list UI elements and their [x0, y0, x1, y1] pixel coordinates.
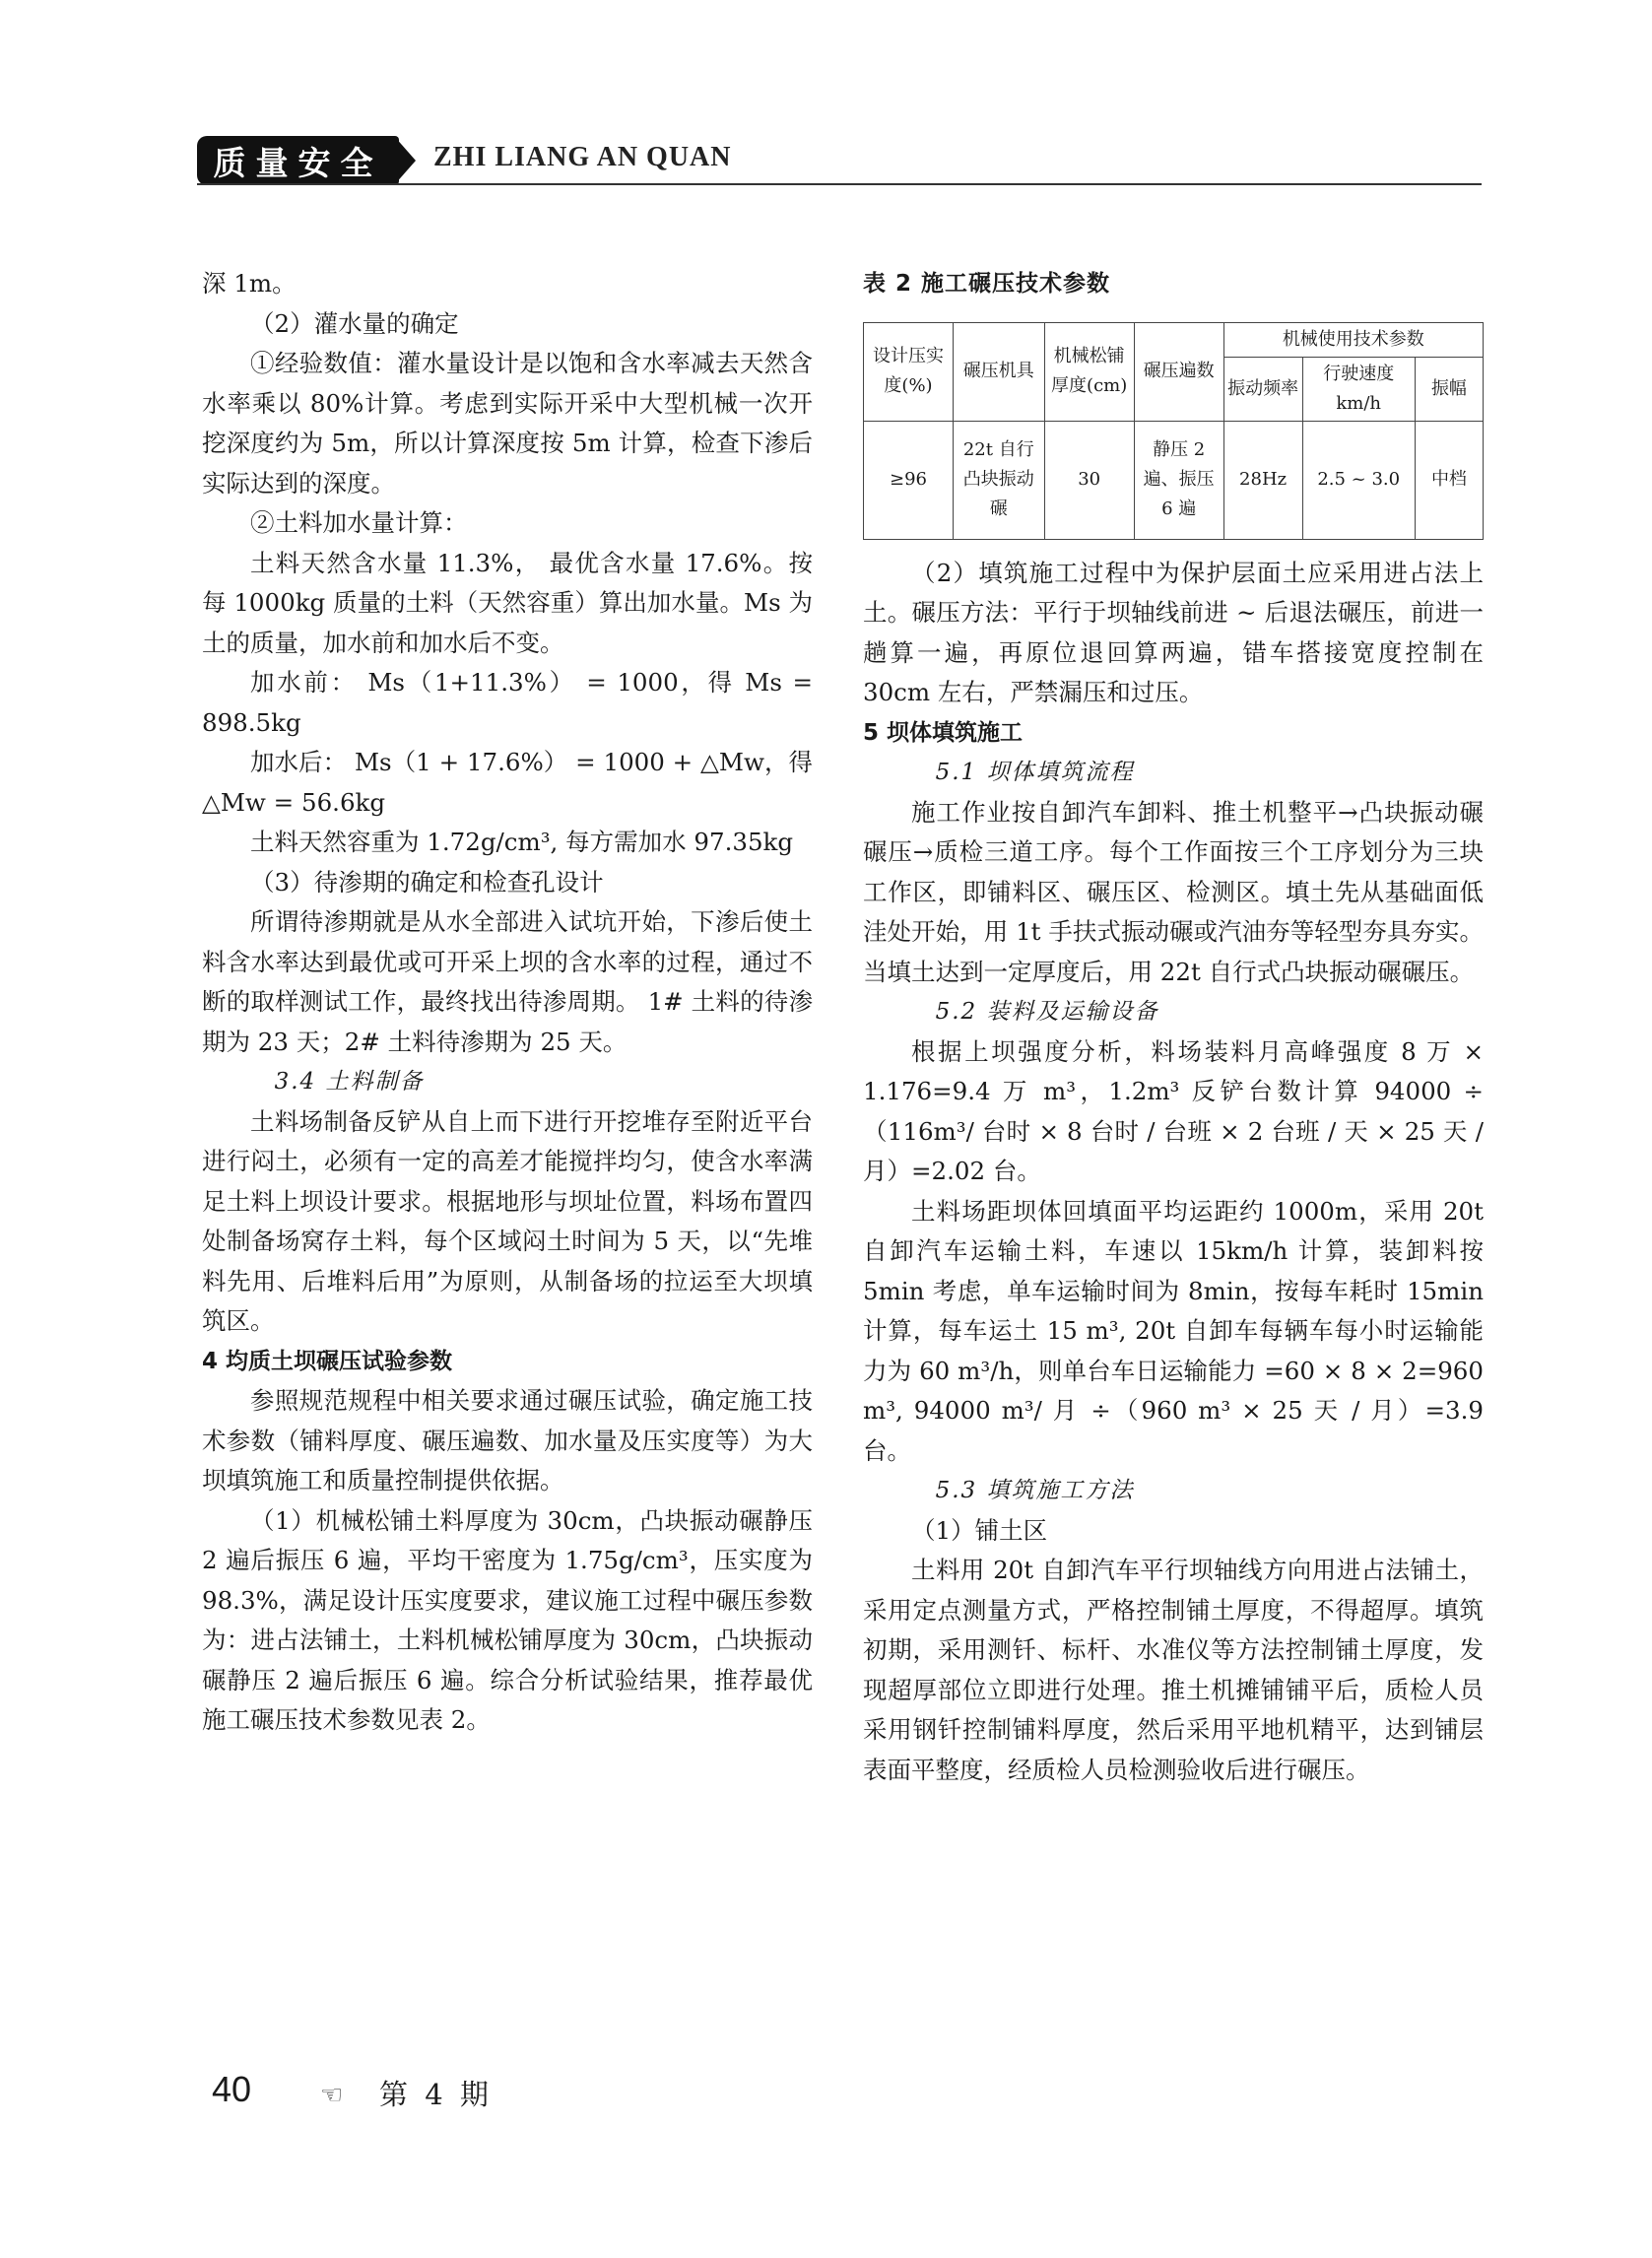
paragraph: ①经验数值：灌水量设计是以饱和含水率减去天然含水率乘以 80%计算。考虑到实际开采中大型机械一次开挖深度约为 5m，所以计算深度按 5m 计算，检查下渗后实际达到的深度。 — [202, 349, 813, 498]
section-heading-5-3: 5.3 填筑施工方法 — [935, 1478, 1135, 1503]
section-heading-5-1: 5.1 坝体填筑流程 — [935, 760, 1135, 785]
left-column — [202, 264, 813, 1741]
paragraph: 土料用 20t 自卸汽车平行坝轴线方向用进占法铺土，采用定点测量方式，严格控制铺土厚度，不得超厚。填筑初期，采用测钎、标杆、水准仪等方法控制铺土厚度，发现超厚部位立即进行处理。推土机摊铺铺平后，质检人员采用钢钎控制铺料厚度，然后采用平地机精平，达到铺层表面平整度，经质检人员检测验收后进行碾压。 — [863, 1556, 1484, 1784]
table-cell: ≥96 — [864, 421, 954, 539]
subheading: ②土料加水量计算： — [250, 508, 468, 537]
section-heading-4: 4 均质土坝碾压试验参数 — [202, 1348, 453, 1374]
subheading: （2）灌水量的确定 — [250, 308, 459, 338]
badge-arrow-shape — [394, 136, 416, 185]
table-header-cell: 设计压实度(%) — [864, 322, 954, 421]
table-cell: 22t 自行凸块振动碾 — [954, 421, 1045, 539]
table-header-cell: 行驶速度km/h — [1302, 357, 1415, 421]
pointing-hand-icon: ☜ — [320, 2081, 344, 2110]
section-badge: 质量安全 — [197, 136, 399, 185]
section-heading-3-4: 3.4 土料制备 — [274, 1069, 425, 1095]
section-heading-5: 5 坝体填筑施工 — [863, 719, 1024, 746]
paragraph: 深 1m。 — [202, 269, 297, 298]
table-header-cell: 振动频率 — [1223, 357, 1302, 421]
page-number: 40 — [212, 2069, 252, 2109]
table-cell: 2.5 ~ 3.0 — [1302, 421, 1415, 539]
paragraph: 土料天然容重为 1.72g/cm³, 每方需加水 97.35kg — [250, 828, 794, 856]
table-cell: 28Hz — [1223, 421, 1302, 539]
section-pinyin: ZHI LIANG AN QUAN — [433, 142, 732, 172]
table-header-cell: 振幅 — [1415, 357, 1483, 421]
paragraph: 土料场制备反铲从自上而下进行开挖堆存至附近平台进行闷土，必须有一定的高差才能搅拌均匀，使含水率满足土料上坝设计要求。根据地形与坝址位置，料场布置四处制备场窝存土料，每个区域闷土时间为 5 天，以“先堆料先用、后堆料后用”为原则，从制备场的拉运至大坝填筑区。 — [202, 1106, 813, 1335]
paragraph: （1）机械松铺土料厚度为 30cm，凸块振动碾静压 2 遍后振压 6 遍，平均干密度为 1.75g/cm³，压实度为 98.3%，满足设计压实度要求，建议施工过程中碾压参数为：进占法铺土，土料机械松铺厚度为 30cm，凸块振动碾静压 2 遍后振压 6 遍。综合分析试验结果，推荐最优施工碾压技术参数见表 2。 — [202, 1505, 813, 1734]
table-caption: 表 2 施工碾压技术参数 — [863, 271, 1111, 297]
subheading: （3）待渗期的确定和检查孔设计 — [250, 867, 604, 897]
table-cell: 中档 — [1415, 421, 1483, 539]
paragraph: 根据上坝强度分析，料场装料月高峰强度 8 万 × 1.176=9.4 万 m³，1.2m³ 反铲台数计算 94000 ÷（116m³/ 台时 × 8 台时 / 台班 × 2 台班 / 天 × 25 天 / 月）=2.02 台。 — [863, 1036, 1484, 1185]
equation-text: 加水前： Ms（1+11.3%） = 1000，得 Ms = 898.5kg — [202, 668, 813, 737]
equation-text: 加水后： Ms（1 + 17.6%） = 1000 + △Mw，得△Mw = 56.6kg — [202, 748, 813, 817]
issue-label: 第 4 期 — [379, 2078, 493, 2111]
table-header-cell: 机械使用技术参数 — [1223, 322, 1483, 357]
paragraph: 施工作业按自卸汽车卸料、推土机整平→凸块振动碾碾压→质检三道工序。每个工作面按三个工序划分为三块工作区，即铺料区、碾压区、检测区。填土先从基础面低洼处开始，用 1t 手扶式振动碾或汽油夯等轻型夯具夯实。当填土达到一定厚度后，用 22t 自行式凸块振动碾碾压。 — [863, 797, 1484, 986]
table-cell: 静压 2 遍、振压 6 遍 — [1134, 421, 1223, 539]
paragraph: 参照规范规程中相关要求通过碾压试验，确定施工技术参数（铺料厚度、碾压遍数、加水量及压实度等）为大坝填筑施工和质量控制提供依据。 — [202, 1386, 813, 1494]
paragraph: 土料天然含水量 11.3%， 最优含水量 17.6%。按每 1000kg 质量的土料（天然容重）算出加水量。Ms 为土的质量，加水前和加水后不变。 — [202, 548, 813, 657]
section-heading-5-2: 5.2 装料及运输设备 — [935, 999, 1159, 1025]
paragraph: 所谓待渗期就是从水全部进入试坑开始，下渗后使土料含水率达到最优或可开采上坝的含水率的过程，通过不断的取样测试工作，最终找出待渗周期。 1# 土料的待渗期为 23 天；2# 土料待渗期为 25 天。 — [202, 907, 813, 1056]
subheading: （1）铺土区 — [911, 1515, 1048, 1545]
right-column — [863, 264, 1484, 1790]
paragraph: （2）填筑施工过程中为保护层面土应采用进占法上土。碾压方法：平行于坝轴线前进 ~ 后退法碾压，前进一趟算一遍，再原位退回算两遍，错车搭接宽度控制在 30cm 左右，严禁漏压和过压。 — [863, 558, 1484, 706]
table-header-cell: 碾压遍数 — [1134, 322, 1223, 421]
parameter-table — [863, 322, 1484, 540]
table-header-cell: 机械松铺厚度(cm) — [1044, 322, 1134, 421]
table-cell: 30 — [1044, 421, 1134, 539]
header-rule — [197, 183, 1482, 185]
table-header-cell: 碾压机具 — [954, 322, 1045, 421]
paragraph: 土料场距坝体回填面平均运距约 1000m，采用 20t 自卸汽车运输土料，车速以 15km/h 计算，装卸料按 5min 考虑，单车运输时间为 8min，按每车耗时 15min 计算，每车运土 15 m³, 20t 自卸车每辆车每小时运输能力为 60 m³/h，则单台车日运输能力 =60 × 8 × 2=960 m³, 94000 m³/ 月 ÷（960 m³ × 25 天 / 月）=3.9 台。 — [863, 1196, 1484, 1465]
